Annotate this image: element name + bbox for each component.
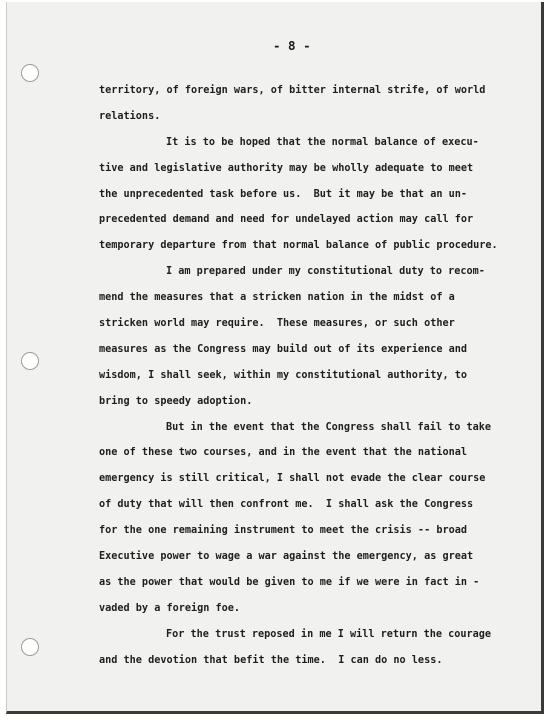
binder-hole (21, 352, 39, 370)
text-line: tive and legislative authority may be wholly adequate to meet (99, 162, 474, 174)
text-line: stricken world may require. These measures, or such other (99, 318, 455, 330)
text-line: precedented demand and need for undelayed action may call for (99, 214, 474, 226)
text-line: wisdom, I shall seek, within my constitutional authority, to (99, 369, 468, 381)
text-line: as the power that would be given to me if we were in fact in - (99, 576, 480, 588)
text-line: I am prepared under my constitutional duty to recom- (166, 266, 485, 278)
text-line: and the devotion that befit the time. I can do no less. (99, 654, 443, 666)
page-number: - 8 - (273, 38, 311, 53)
typewritten-page (6, 2, 544, 714)
text-line: territory, of foreign wars, of bitter internal strife, of world (99, 85, 486, 96)
binder-hole (21, 638, 39, 656)
text-line: Executive power to wage a war against the emergency, as great (99, 551, 474, 563)
text-line: But in the event that the Congress shall fail to take (166, 421, 492, 433)
text-line: vaded by a foreign foe. (99, 602, 241, 614)
text-line: of duty that will then confront me. I shall ask the Congress (99, 499, 474, 511)
text-line: emergency is still critical, I shall not evade the clear course (99, 473, 486, 485)
text-line: the unprecedented task before us. But it may be that an un- (99, 188, 468, 200)
text-line: relations. (99, 110, 161, 122)
text-line: for the one remaining instrument to meet the crisis -- broad (99, 525, 468, 537)
text-line: temporary departure from that normal balance of public procedure. (99, 240, 498, 252)
text-line: mend the measures that a stricken nation in the midst of a (99, 292, 455, 304)
body-text (99, 78, 539, 673)
text-line: For the trust reposed in me I will return the courage (166, 628, 492, 640)
binder-hole (21, 64, 39, 82)
text-line: measures as the Congress may build out of its experience and (99, 343, 468, 355)
text-line: one of these two courses, and in the event that the national (99, 447, 468, 459)
text-line: bring to speedy adoption. (99, 395, 253, 407)
text-line: It is to be hoped that the normal balance of execu- (166, 136, 479, 148)
